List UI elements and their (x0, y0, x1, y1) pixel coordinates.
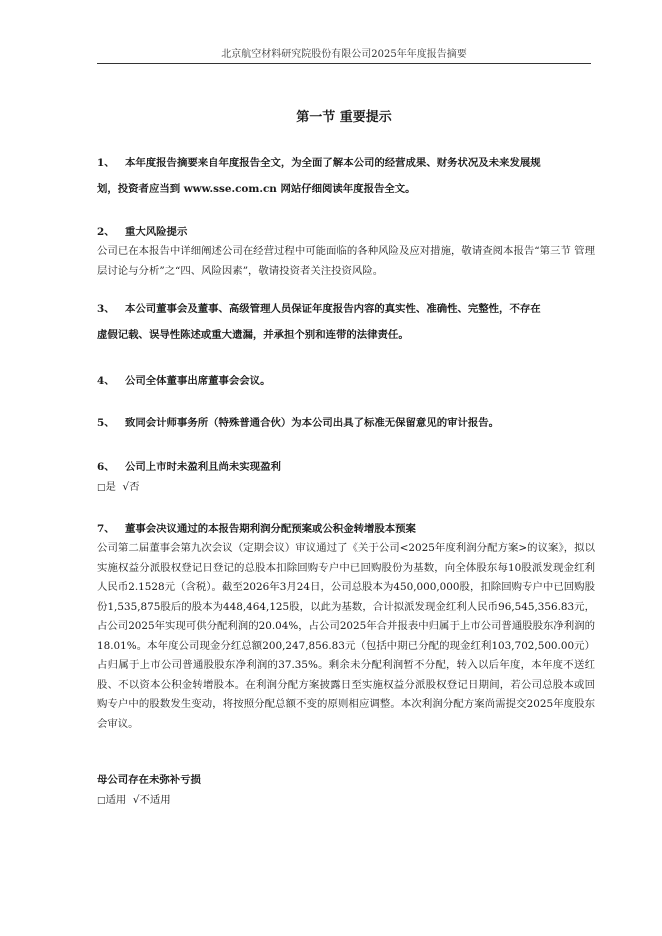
option-no-label: 否 (129, 481, 140, 493)
item-2-title: 重大风险提示 (125, 226, 188, 238)
checkmark-icon: √ (132, 794, 140, 806)
item-4-line (97, 368, 595, 394)
item-1-line-1 (97, 150, 595, 176)
item-3-text-line-1: 本公司董事会及董事、高级管理人员保证年度报告内容的真实性、准确性、完整性，不存在 (125, 303, 541, 315)
option-applicable-label: 适用 (105, 794, 127, 806)
item-2 (97, 222, 595, 281)
item-4-text: 公司全体董事出席董事会会议。 (125, 375, 271, 387)
section-title: 第一节 重要提示 (296, 110, 392, 125)
parent-loss-title: 母公司存在未弥补亏损 (97, 774, 201, 786)
item-2-body: 公司已在本报告中详细阐述公司在经营过程中可能面临的各种风险及应对措施，敬请查阅本报告“第三节 管理层讨论与分析”之“四、风险因素”，敬请投资者关注投资风险。 (97, 245, 595, 277)
item-2-heading (97, 222, 595, 242)
item-4-number: 4、 (97, 375, 115, 387)
item-7-title: 董事会决议通过的本报告期利润分配预案或公积金转增股本预案 (125, 523, 416, 535)
item-5-text: 致同会计师事务所（特殊普通合伙）为本公司出具了标准无保留意见的审计报告。 (125, 417, 500, 429)
item-7 (97, 519, 595, 734)
item-1-text-line-1: 本年度报告摘要来自年度报告全文，为全面了解本公司的经营成果、财务状况及未来发展规 (125, 157, 541, 169)
item-6-title: 公司上市时未盈利且尚未实现盈利 (125, 461, 281, 473)
item-5-line (97, 410, 595, 436)
item-6-number: 6、 (97, 461, 115, 473)
item-3 (97, 296, 595, 348)
checkbox-unchecked-icon: □ (97, 483, 106, 493)
item-5 (97, 410, 595, 436)
item-3-number: 3、 (97, 303, 115, 315)
item-3-line-1 (97, 296, 595, 322)
item-6-options (97, 477, 595, 498)
item-5-number: 5、 (97, 417, 115, 429)
running-header: 北京航空材料研究院股份有限公司2025年年度报告摘要 (221, 49, 467, 60)
item-1-text-line-2: 划，投资者应当到 www.sse.com.cn 网站仔细阅读年度报告全文。 (97, 183, 416, 195)
item-4 (97, 368, 595, 394)
checkmark-icon: √ (122, 481, 130, 493)
item-2-number: 2、 (97, 226, 115, 238)
option-not-applicable-label: 不适用 (139, 794, 171, 806)
item-3-text-line-2: 虚假记载、误导性陈述或重大遗漏，并承担个别和连带的法律责任。 (97, 329, 409, 341)
option-yes-label: 是 (105, 481, 116, 493)
item-6-heading (97, 457, 595, 477)
item-6 (97, 457, 595, 498)
parent-loss-section (97, 770, 595, 811)
item-1 (97, 150, 595, 202)
item-7-number: 7、 (97, 523, 115, 535)
checkbox-unchecked-icon: □ (97, 796, 106, 806)
item-7-body: 公司第二届董事会第九次会议（定期会议）审议通过了《关于公司<2025年度利润分配方案>的议案》，拟以实施权益分派股权登记日登记的总股本扣除回购专户中已回购股份为基数，向全体股东每10股派发现金红利人民币2.1528元（含税）。截至2026年3月24日，公司总股本为450,000,000股，扣除回购专户中已回购股份1,535,875股后的股本为448,464,125股，以此为基数，合计拟派发现金红利人民币96,545,356.83元，占公司2025年实现可供分配利润的20.04%，占公司2025年合并报表中归属于上市公司普通股股东净利润的18.01%。本年度公司现金分红总额200,247,856.83元（包括中期已分配的现金红利103,702,500.00元）占归属于上市公司普通股股东净利润的37.35%。剩余未分配利润暂不分配，转入以后年度，本年度不送红股、不以资本公积金转增股本。在利润分配方案披露日至实施权益分派股权登记日期间，若公司总股本或回购专户中的股数发生变动，将按照分配总额不变的原则相应调整。本次利润分配方案尚需提交2025年度股东会审议。 (97, 542, 595, 730)
header-rule (97, 63, 591, 64)
item-7-heading (97, 519, 595, 539)
item-1-number: 1、 (97, 157, 115, 169)
parent-loss-options (97, 790, 595, 811)
